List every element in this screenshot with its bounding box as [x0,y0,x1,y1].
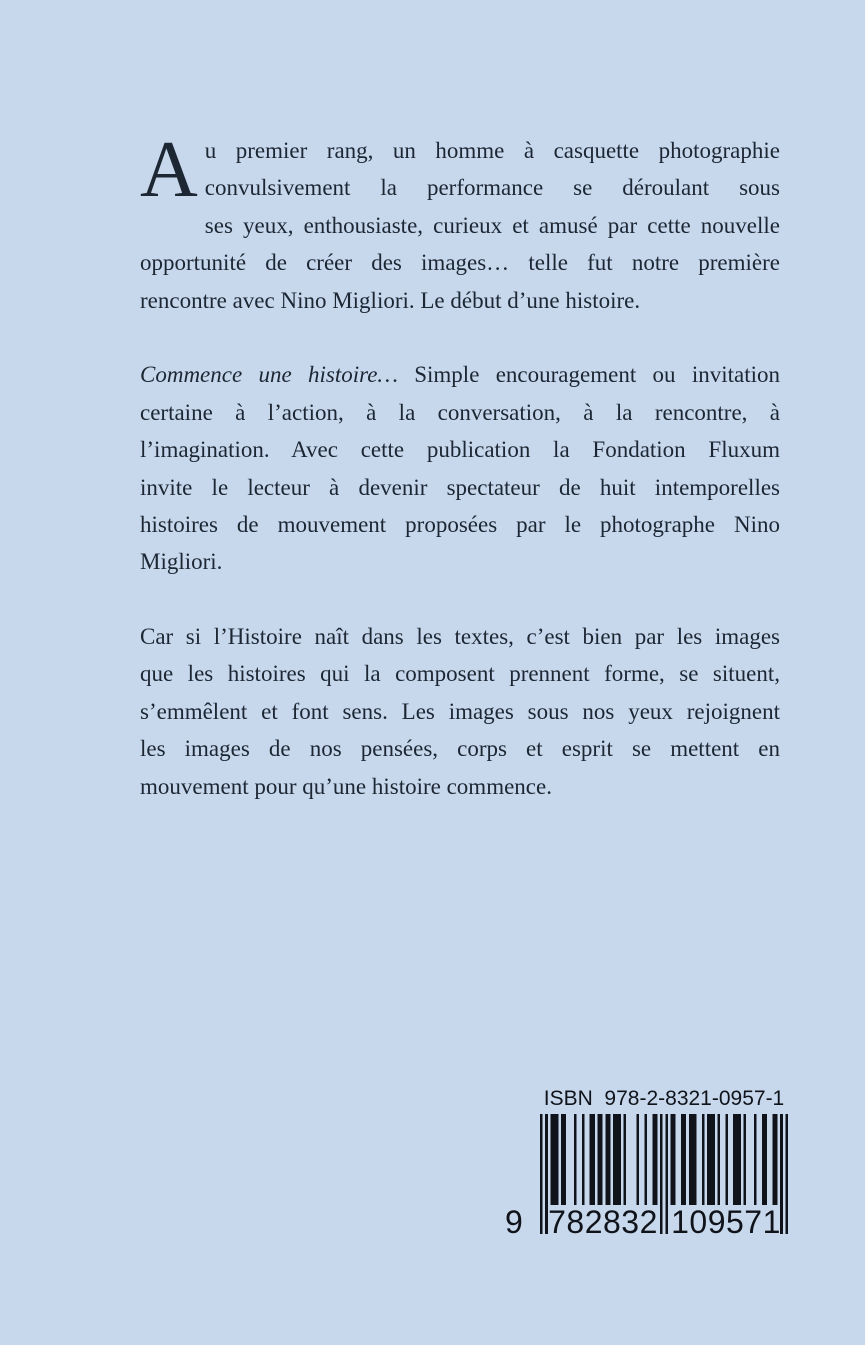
blurb-line: certaine à l’action, à la conversation, à la rencontre, à [140,399,780,425]
barcode-left-digits: 782832 [548,1204,658,1240]
blurb-line: Migliori. [140,549,223,575]
isbn-barcode-block [505,1086,790,1248]
blurb-line: les images de nos pensées, corps et esprit se mettent en [140,736,780,762]
blurb-line: invite le lecteur à devenir spectateur de huit intemporelles [140,474,780,500]
blurb-line: u premier rang, un homme à casquette photographie [204,138,780,163]
paragraph-2 [140,356,780,580]
dropcap-letter: A [140,126,198,214]
blurb-line: s’emmêlent et font sens. Les images sous nos yeux rejoignent [140,698,780,724]
blurb-line: Car si l’Histoire naît dans les textes, c’est bien par les images [140,624,780,650]
lead-rest: Simple encouragement ou invitation [397,362,781,388]
blurb-line: opportunité de créer des images… telle fut notre première [140,250,780,276]
back-cover-blurb [140,126,781,805]
italic-lead: Commence une histoire… [140,362,398,388]
barcode-right-digits: 109571 [671,1204,781,1240]
barcode-first-digit: 9 [505,1204,524,1240]
blurb-line [140,356,780,393]
blurb-line: convulsivement la performance se déroulant sous [204,175,780,201]
paragraph-1 [140,126,780,319]
blurb-line: histoires de mouvement proposées par le photographe Nino [140,511,780,537]
blurb-line: ses yeux, enthousiaste, curieux et amusé par cette nouvelle [204,212,780,238]
blurb-line: rencontre avec Nino Migliori. Le début d’une histoire. [140,287,641,313]
blurb-line: l’imagination. Avec cette publication la Fondation Fluxum [140,437,780,463]
blurb-line: que les histoires qui la composent prennent forme, se situent, [140,661,780,687]
blurb-line: mouvement pour qu’une histoire commence. [140,773,552,799]
paragraph-3 [140,618,780,805]
isbn-number-label: ISBN 978-2-8321-0957-1 [543,1087,785,1110]
